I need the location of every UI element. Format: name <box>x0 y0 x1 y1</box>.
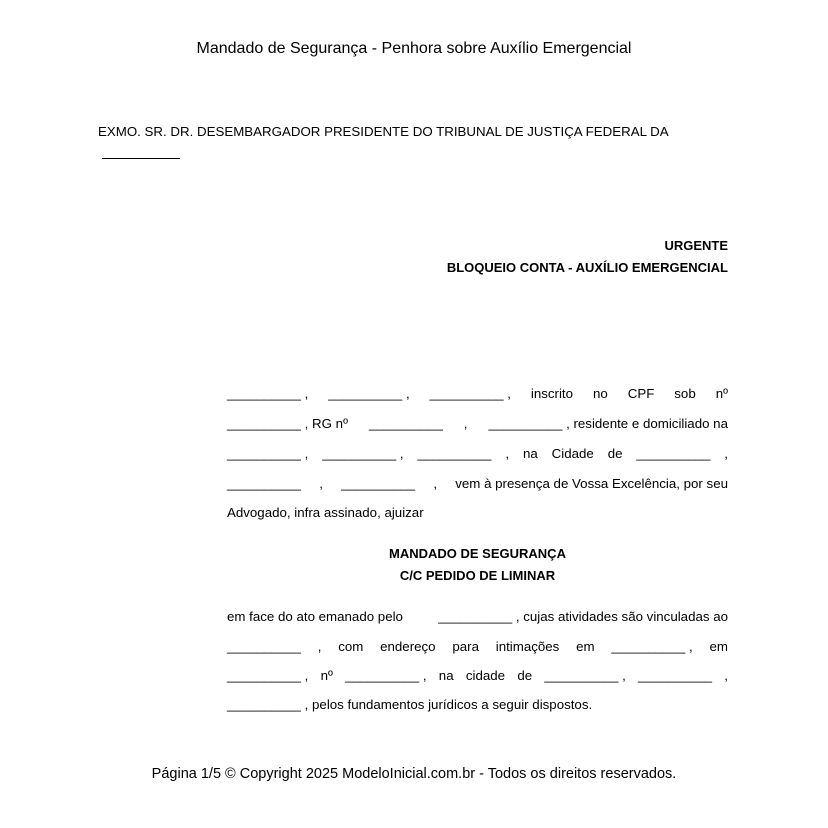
text-segment: __________ <box>417 446 492 461</box>
text-segment: intimações <box>495 639 560 654</box>
text-segment: , <box>319 476 323 491</box>
text-segment: __________ <box>636 446 711 461</box>
page-title: Mandado de Segurança - Penhora sobre Auxílio Emergencial <box>196 40 632 57</box>
text-segment: em <box>709 639 728 654</box>
paragraph2-line3 <box>227 668 728 683</box>
text-segment: no <box>592 386 608 401</box>
text-segment: __________ , <box>429 386 511 401</box>
text-segment: na <box>438 668 454 683</box>
text-segment: endereço <box>380 639 436 654</box>
paragraph2-line4 <box>227 697 728 712</box>
text-segment: de <box>517 668 533 683</box>
text-segment: para <box>452 639 479 654</box>
text-segment: inscrito <box>530 386 574 401</box>
text-segment: Advogado, infra assinado, ajuizar <box>227 505 424 520</box>
text-segment: , <box>463 416 468 431</box>
text-segment: __________ , residente e domiciliado na <box>488 416 728 431</box>
text-segment: vem à presença de Vossa Excelência, por seu <box>455 476 728 491</box>
text-segment: __________ , <box>227 446 309 461</box>
text-segment: nº <box>715 386 728 401</box>
text-segment: __________ , RG nº <box>227 416 348 431</box>
text-segment: cidade <box>465 668 506 683</box>
text-segment: __________ <box>368 416 443 431</box>
text-segment: , <box>505 446 510 461</box>
text-segment: __________ <box>227 639 301 654</box>
block-label: BLOQUEIO CONTA - AUXÍLIO EMERGENCIAL <box>446 260 728 275</box>
paragraph2-line1 <box>227 609 728 624</box>
text-segment: __________ , <box>345 668 427 683</box>
copyright-footer: Página 1/5 © Copyright 2025 ModeloInicial.com.br - Todos os direitos reservados. <box>151 766 677 782</box>
text-segment: , <box>724 446 728 461</box>
text-segment: __________ , <box>322 446 404 461</box>
addressee-line: EXMO. SR. DR. DESEMBARGADOR PRESIDENTE DO TRIBUNAL DE JUSTIÇA FEDERAL DA <box>98 124 669 139</box>
text-segment: __________ <box>341 476 416 491</box>
action-title: MANDADO DE SEGURANÇA <box>389 546 566 561</box>
text-segment: __________ <box>227 476 301 491</box>
text-segment: em <box>576 639 595 654</box>
paragraph1-line4 <box>227 476 728 491</box>
addressee-blank <box>102 146 180 159</box>
text-segment: Cidade <box>551 446 594 461</box>
text-segment: __________ , <box>328 386 410 401</box>
text-segment: , <box>724 668 728 683</box>
text-segment: __________ , pelos fundamentos jurídicos a seguir dispostos. <box>227 697 593 712</box>
text-segment: __________ , cujas atividades são vinculadas ao <box>438 609 728 624</box>
text-segment: __________ <box>638 668 712 683</box>
text-segment: __________ , <box>227 386 309 401</box>
paragraph1-line2 <box>227 416 728 431</box>
text-segment: , <box>317 639 322 654</box>
text-segment: CPF <box>627 386 655 401</box>
text-segment: nº <box>320 668 333 683</box>
text-segment: __________ , <box>227 668 309 683</box>
text-segment: __________ , <box>611 639 693 654</box>
paragraph1-line1 <box>227 386 728 401</box>
paragraph1-line5 <box>227 505 728 520</box>
text-segment: sob <box>674 386 696 401</box>
action-subtitle: C/C PEDIDO DE LIMINAR <box>399 568 556 583</box>
text-segment: __________ , <box>544 668 626 683</box>
text-segment: na <box>522 446 538 461</box>
paragraph2-line2 <box>227 639 728 654</box>
text-segment: em face do ato emanado pelo <box>227 609 403 624</box>
urgent-label: URGENTE <box>664 238 728 253</box>
paragraph1-line3 <box>227 446 728 461</box>
text-segment: com <box>338 639 364 654</box>
text-segment: de <box>607 446 623 461</box>
text-segment: , <box>433 476 438 491</box>
